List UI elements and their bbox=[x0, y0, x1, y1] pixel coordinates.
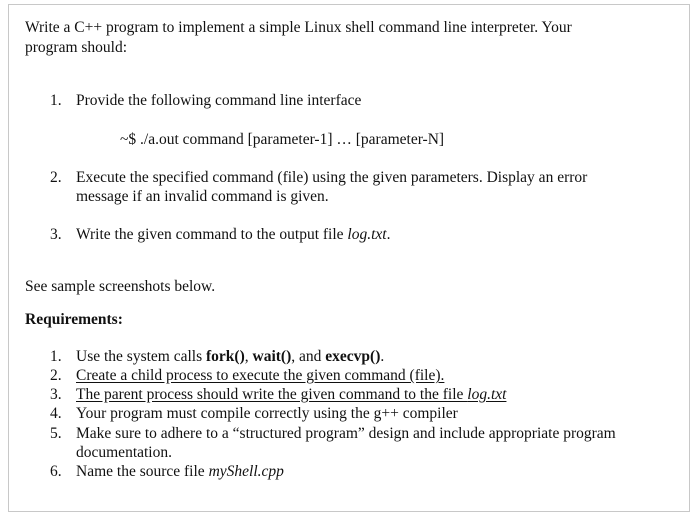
task-text bbox=[76, 225, 390, 244]
requirement-number: 6. bbox=[50, 463, 62, 480]
task-text-plain: Write the given command to the output file bbox=[76, 226, 348, 243]
requirement-text bbox=[76, 347, 384, 366]
source-file-name: myShell.cpp bbox=[208, 463, 284, 480]
requirement-number: 5. bbox=[50, 425, 62, 442]
see-sample-text: See sample screenshots below. bbox=[25, 278, 216, 295]
log-file-name: log.txt bbox=[467, 386, 507, 403]
intro-line-2: program should: bbox=[25, 39, 128, 56]
req-text-part: The parent process should write the given command to the file bbox=[76, 386, 468, 403]
req-text-part: , and bbox=[291, 348, 326, 365]
task-text-line-1: Execute the specified command (file) using the given parameters. Display an error bbox=[76, 169, 588, 186]
requirement-text: Create a child process to execute the given command (file). bbox=[76, 367, 445, 384]
task-number: 2. bbox=[50, 169, 62, 186]
task-number: 1. bbox=[50, 92, 62, 109]
req-text-part: Name the source file bbox=[76, 463, 209, 480]
req-text-part: , bbox=[244, 348, 253, 365]
requirement-number: 1. bbox=[50, 348, 62, 365]
requirement-number: 2. bbox=[50, 367, 62, 384]
requirement-number: 3. bbox=[50, 386, 62, 403]
requirement-text bbox=[76, 462, 284, 481]
req-text-part: Use the system calls bbox=[76, 348, 207, 365]
task-text-line-2: message if an invalid command is given. bbox=[76, 188, 329, 205]
task-text-period: . bbox=[386, 226, 391, 243]
task-number: 3. bbox=[50, 226, 62, 243]
requirement-text: Your program must compile correctly using the g++ compiler bbox=[76, 405, 458, 422]
requirement-text bbox=[76, 385, 506, 404]
requirements-heading: Requirements: bbox=[25, 311, 123, 328]
command-line-example: ~$ ./a.out command [parameter-1] … [parameter-N] bbox=[120, 131, 445, 148]
requirement-number: 4. bbox=[50, 405, 62, 422]
execvp-call: execvp() bbox=[325, 348, 381, 365]
log-file-name: log.txt bbox=[347, 226, 387, 243]
fork-call: fork() bbox=[206, 348, 245, 365]
req-text-part: . bbox=[380, 348, 385, 365]
intro-line-1: Write a C++ program to implement a simple Linux shell command line interpreter. Your bbox=[25, 19, 572, 36]
task-text: Provide the following command line interface bbox=[76, 92, 362, 109]
wait-call: wait() bbox=[252, 348, 292, 365]
requirement-text-line-2: documentation. bbox=[76, 444, 172, 461]
requirement-text-line-1: Make sure to adhere to a “structured program” design and include appropriate program bbox=[76, 425, 616, 442]
